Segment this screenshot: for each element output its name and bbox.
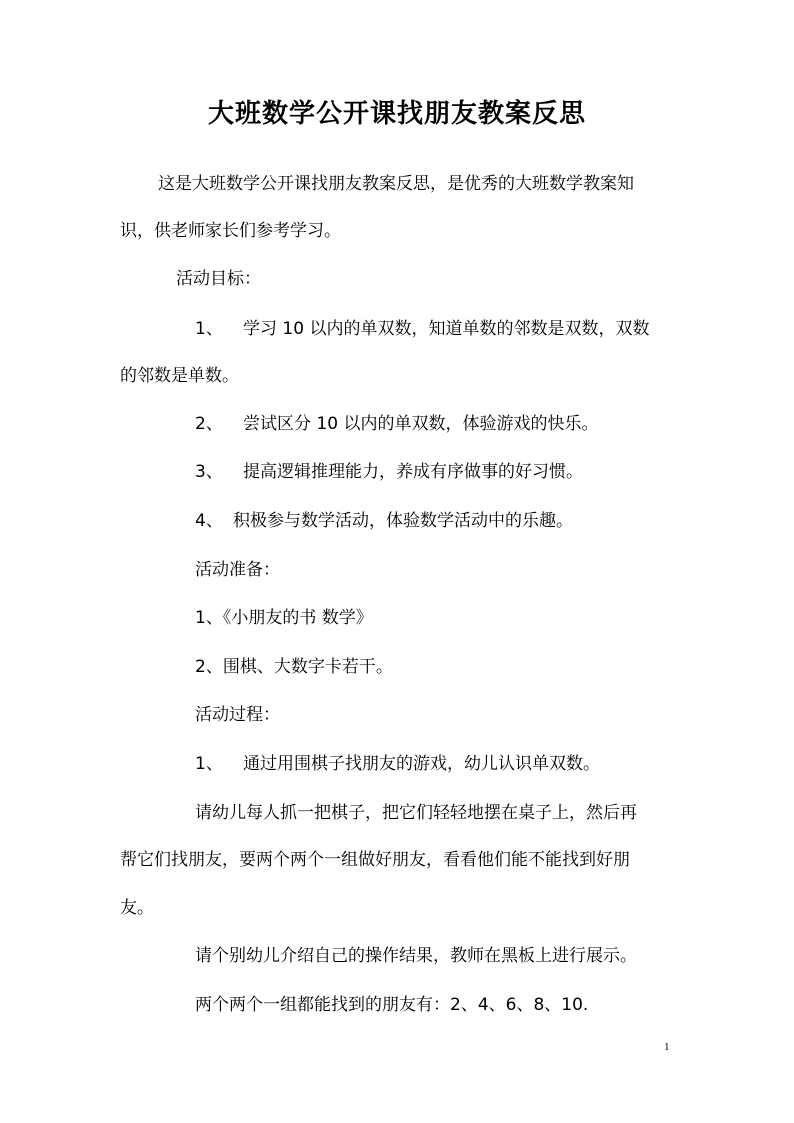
intro-line-2: 识，供老师家长们参考学习。: [120, 221, 341, 241]
goal-1: [195, 317, 649, 341]
step-1-text: 通过用围棋子找朋友的游戏，幼儿认识单双数。: [243, 754, 600, 774]
step-1-number: 1、: [195, 754, 223, 774]
goal-1-text: 学习 10 以内的单双数，知道单数的邻数是双数，双数: [243, 319, 650, 339]
goal-3-text: 提高逻辑推理能力，养成有序做事的好习惯。: [243, 462, 583, 482]
prep-heading: 活动准备：: [195, 560, 280, 580]
page-number: 1: [664, 1041, 670, 1053]
process-heading: 活动过程：: [195, 705, 280, 725]
intro-line-1: 这是大班数学公开课找朋友教案反思，是优秀的大班数学教案知: [158, 174, 634, 194]
goal-3-number: 3、: [195, 462, 223, 482]
goals-heading: 活动目标：: [176, 269, 261, 289]
paragraph-1-line-2: 帮它们找朋友，要两个两个一组做好朋友，看看他们能不能找到好朋: [120, 850, 630, 870]
goal-1-continuation: 的邻数是单数。: [120, 366, 239, 386]
goal-2-number: 2、: [195, 414, 223, 434]
paragraph-1-line-3: 友。: [120, 898, 154, 918]
document-title: 大班数学公开课找朋友教案反思: [207, 99, 586, 129]
goal-4: [195, 509, 573, 533]
goal-4-text: 积极参与数学活动，体验数学活动中的乐趣。: [233, 511, 573, 531]
goal-4-number: 4、: [195, 511, 223, 531]
paragraph-3: 两个两个一组都能找到的朋友有：2、4、6、8、10.: [195, 995, 589, 1015]
prep-item-2: 2、围棋、大数字卡若干。: [195, 657, 393, 677]
goal-1-number: 1、: [195, 319, 223, 339]
paragraph-1-line-1: 请幼儿每人抓一把棋子，把它们轻轻地摆在桌子上，然后再: [195, 803, 637, 823]
goal-3: [195, 460, 583, 484]
prep-item-1: 1、《小朋友的书 数学》: [195, 608, 373, 628]
paragraph-2: 请个别幼儿介绍自己的操作结果，教师在黑板上进行展示。: [195, 946, 637, 966]
step-1: [195, 752, 600, 776]
goal-2-text: 尝试区分 10 以内的单双数，体验游戏的快乐。: [243, 414, 599, 434]
goal-2: [195, 412, 598, 436]
